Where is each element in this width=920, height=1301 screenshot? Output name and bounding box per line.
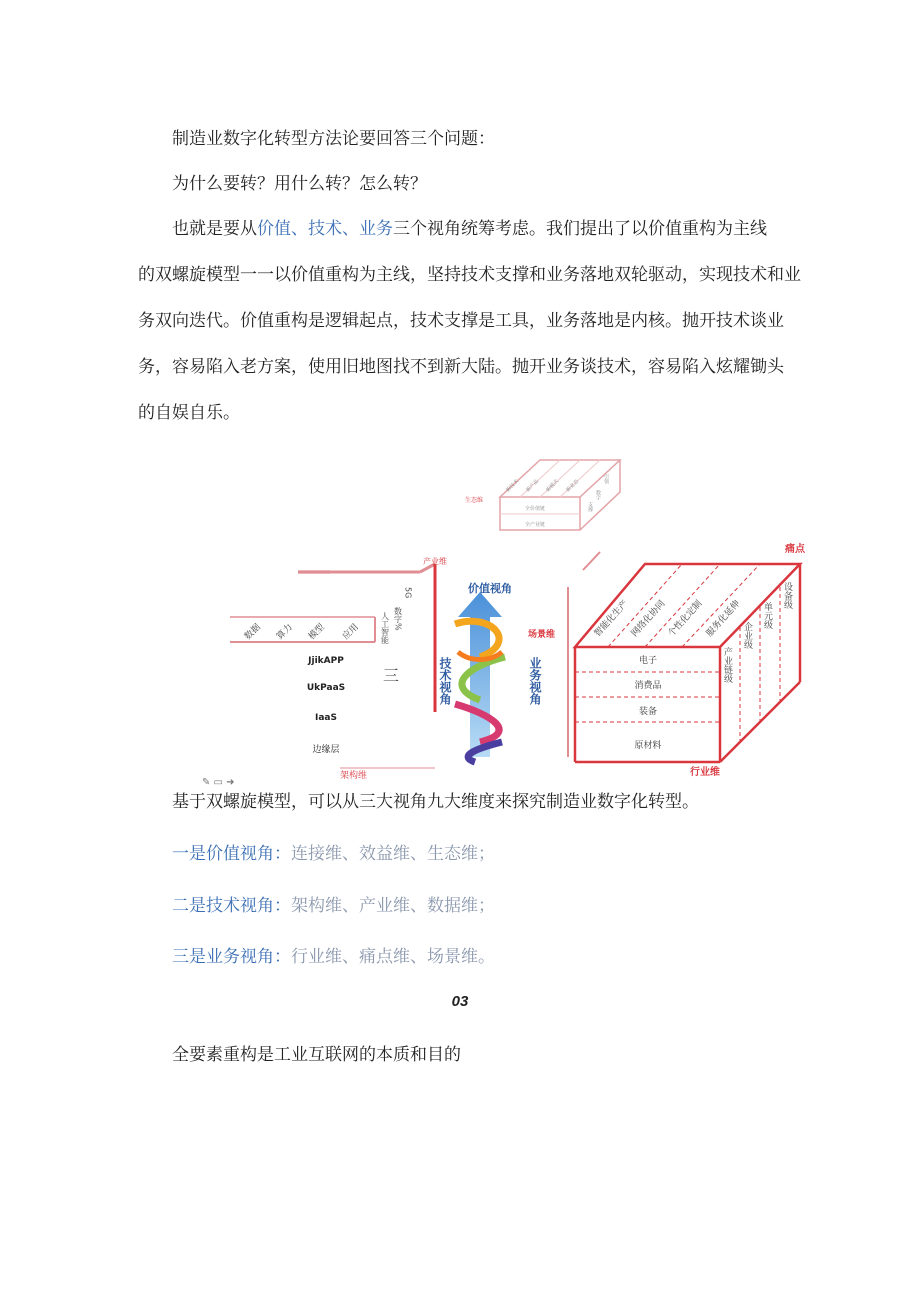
ecology-item: 新技术 bbox=[505, 478, 521, 494]
summary-item-detail: 行业维、痛点维、场景维。 bbox=[291, 947, 495, 967]
double-helix-figure bbox=[190, 452, 810, 792]
industry-label: 产业维 bbox=[423, 557, 447, 566]
ecology-side: 支撑 bbox=[587, 502, 593, 512]
ecology-item: 新业态 bbox=[565, 478, 581, 494]
ecology-row: 全价值链 bbox=[525, 506, 546, 512]
stack-layer-paas: UkPaaS bbox=[306, 683, 346, 693]
summary-item-detail: 连接维、效益维、生态维； bbox=[291, 844, 495, 864]
stack-layer-edge: 边缘层 bbox=[312, 745, 340, 755]
summary-lead: 基于双螺旋模型，可以从三大视角九大维度来探究制造业数字化转型。 bbox=[172, 792, 699, 812]
paragraph-line-4: 务，容易陷入老方案，使用旧地图找不到新大陆。抛开业务谈技术，容易陷入炫耀锄头 bbox=[138, 357, 784, 377]
tech-tag: 模型 bbox=[307, 622, 327, 643]
network-item: 人工智能 bbox=[380, 612, 390, 644]
summary-item-label: 三是业务视角： bbox=[172, 947, 291, 967]
architecture-label: 架构维 bbox=[340, 771, 368, 781]
paragraph-pre: 也就是要从 bbox=[172, 219, 257, 239]
business-view-label: 业务视角 bbox=[528, 657, 542, 705]
cube-top-item: 网络化协同 bbox=[629, 598, 668, 640]
tech-tag: 算力 bbox=[275, 622, 295, 643]
tech-stack bbox=[307, 656, 345, 755]
scene-label: 场景维 bbox=[528, 630, 556, 640]
architecture-section bbox=[202, 768, 435, 788]
summary-item bbox=[172, 842, 495, 866]
network-column bbox=[381, 587, 413, 683]
ecology-item: 新产品 bbox=[525, 478, 541, 494]
stack-layer-app: JjikAPP bbox=[308, 656, 344, 666]
network-item: 数字% bbox=[393, 607, 403, 631]
double-helix-diagram bbox=[190, 452, 810, 792]
value-view-arrow bbox=[438, 581, 555, 762]
ecology-cube bbox=[465, 460, 620, 530]
section-heading: 全要素重构是工业互联网的本质和目的 bbox=[172, 1045, 461, 1065]
ecology-label: 生态维 bbox=[465, 497, 484, 504]
tech-tags bbox=[230, 617, 375, 642]
cube-side-item: 单元级 bbox=[762, 602, 772, 629]
paragraph-rest: 三个视角统筹考虑。我们提出了以价值重构为主线 bbox=[393, 219, 767, 239]
summary-item-label: 一是价值视角： bbox=[172, 844, 291, 864]
ecology-row: 全产业链 bbox=[525, 522, 546, 528]
cube-top-item: 服务化延伸 bbox=[704, 598, 743, 640]
intro-question: 制造业数字化转型方法论要回答三个问题： bbox=[172, 129, 495, 149]
intro-questions-list: 为什么要转？用什么转？怎么转？ bbox=[172, 174, 427, 194]
business-cube bbox=[568, 542, 806, 778]
paragraph-line-3: 务双向迭代。价值重构是逻辑起点，技术支撑是工具，业务落地是内核。抛开技术谈业 bbox=[138, 311, 784, 331]
summary-item-detail: 架构维、产业维、数据维； bbox=[291, 896, 495, 916]
cube-front-item: 装备 bbox=[638, 707, 658, 717]
network-item: 5G bbox=[403, 587, 413, 599]
industry-dim-label: 行业维 bbox=[690, 767, 720, 778]
ecology-side: 数字 bbox=[595, 490, 601, 500]
summary-item bbox=[172, 894, 495, 918]
network-item: 三 bbox=[380, 667, 400, 683]
cube-side-item: 企业级 bbox=[742, 622, 752, 649]
pain-label: 痛点 bbox=[785, 544, 805, 555]
section-number: 03 bbox=[451, 993, 469, 1010]
paragraph-line-2: 的双螺旋模型一一以价值重构为主线，坚持技术支撑和业务落地双轮驱动，实现技术和业 bbox=[138, 265, 801, 285]
cube-front-item: 电子 bbox=[638, 656, 658, 666]
ecology-item: 新模式 bbox=[545, 478, 561, 494]
paragraph-highlight: 价值、技术、业务 bbox=[257, 219, 393, 239]
stack-layer-iaas: IaaS bbox=[315, 713, 337, 723]
paragraph-line-1 bbox=[172, 217, 767, 241]
cube-top-item: 个性化定制 bbox=[666, 598, 705, 640]
value-view-label: 价值视角 bbox=[468, 582, 512, 595]
summary-item-label: 二是技术视角： bbox=[172, 896, 291, 916]
cube-front-item: 消费品 bbox=[634, 681, 662, 691]
cube-side-item: 设备级 bbox=[782, 582, 792, 609]
paragraph-line-5: 的自娱自乐。 bbox=[138, 403, 240, 423]
cube-front-item: 原材料 bbox=[634, 741, 662, 751]
summary-item bbox=[172, 945, 495, 969]
toolbar-icons: ✎ ▭ ➜ bbox=[202, 777, 235, 788]
tech-tag: 数据 bbox=[243, 622, 263, 643]
cube-side-item: 产业链级 bbox=[722, 647, 732, 683]
cube-top-item: 智能化生产 bbox=[592, 598, 631, 640]
ecology-side: 引领 bbox=[603, 474, 609, 484]
tech-tag: 应用 bbox=[341, 622, 361, 643]
tech-view-label: 技术视角 bbox=[438, 657, 452, 705]
